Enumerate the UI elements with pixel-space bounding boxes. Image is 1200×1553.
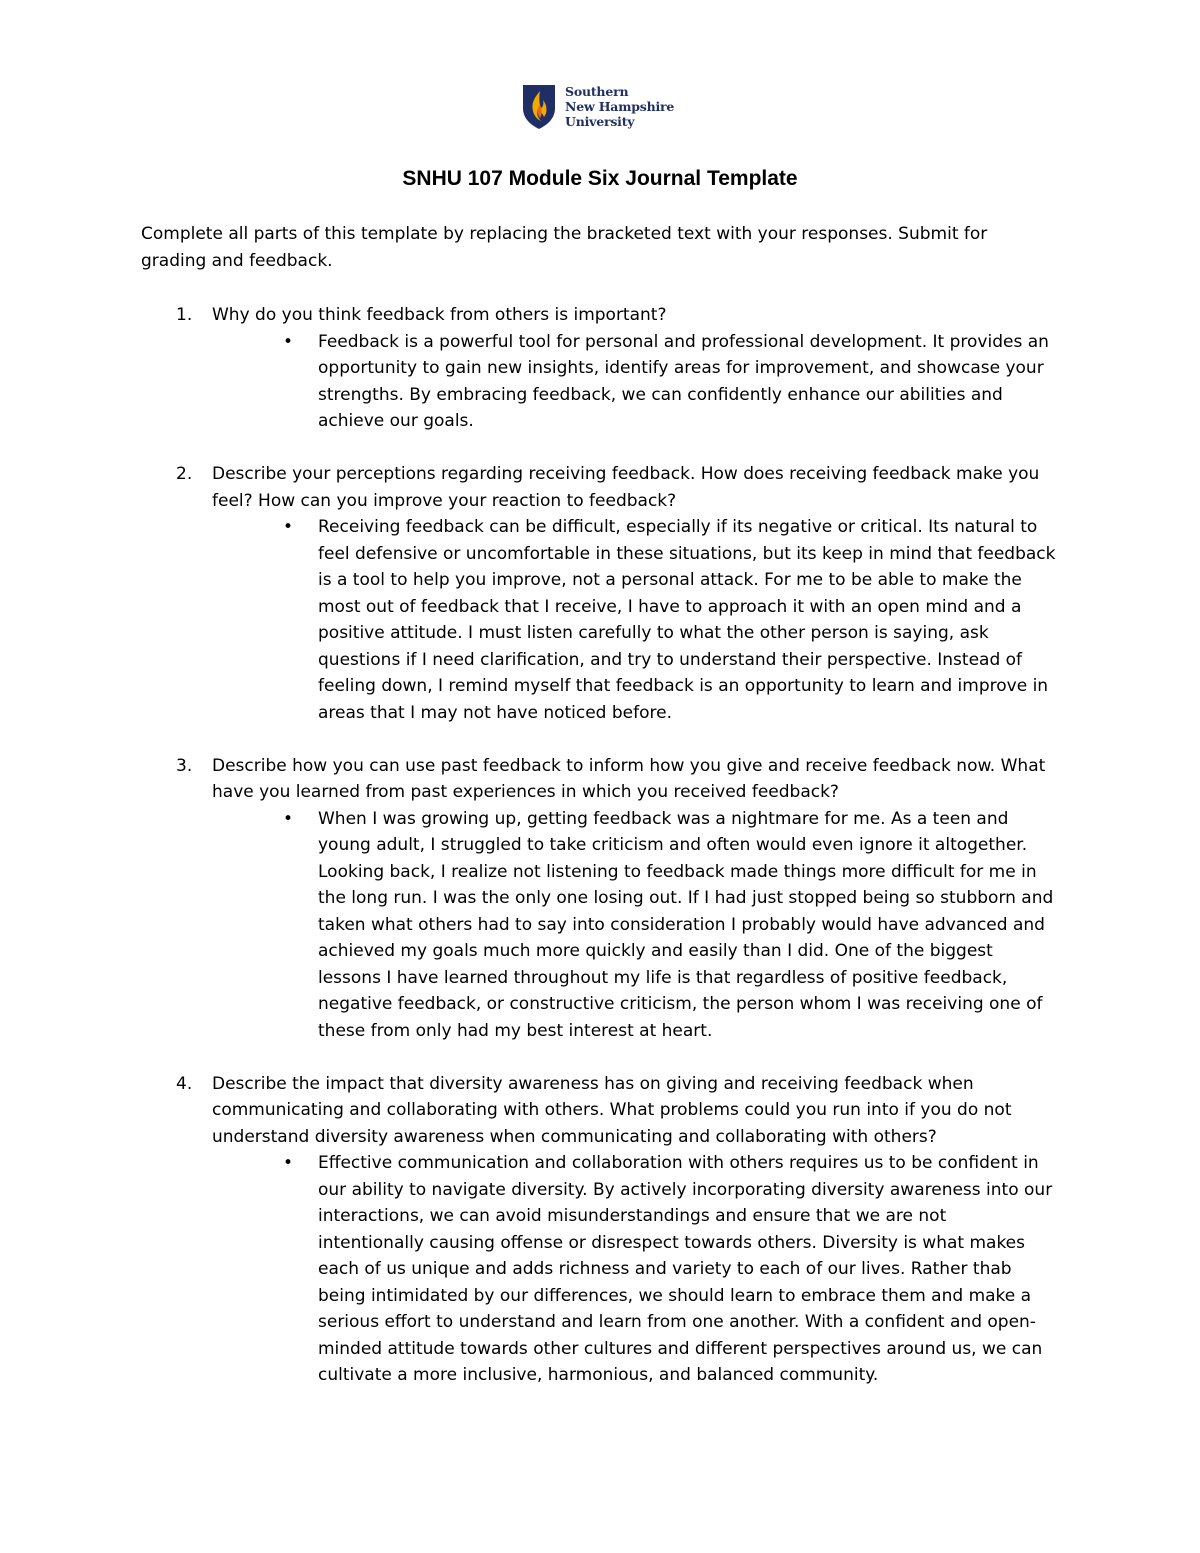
snhu-logo (522, 84, 674, 132)
answer-item (283, 329, 1056, 435)
question-text: Describe how you can use past feedback to inform how you give and receive feedback now. What have you learned from past experiences in which you received feedback? (212, 755, 1046, 802)
answer-list (212, 806, 1061, 1045)
answer-item (283, 514, 1056, 726)
answer-text: Effective communication and collaboration with others requires us to be confident in our ability to navigate diversity. By actively incorporating diversity awareness into our interactions, we can avoid misunderstandings and ensure that we are not intentionally causing offense or disrespect towards others. Diversity is what makes each of us unique and adds richness and variety to each of our lives. Rather thab being intimidated by our differences, we should learn to embrace them and make a serious effort to understand and learn from one another. With a confident and open-minded attitude towards other cultures and different perspectives around us, we can cultivate a more inclusive, harmonious, and balanced community. (318, 1153, 1053, 1385)
answer-list (212, 329, 1061, 435)
university-name (565, 84, 674, 129)
logo-line-2: New Hampshire (565, 99, 675, 114)
bullet-icon: • (283, 1153, 294, 1173)
answer-item (283, 806, 1056, 1045)
bullet-icon: • (283, 331, 294, 352)
question-text: Describe your perceptions regarding receiving feedback. How does receiving feedback make you feel? How can you improve your reaction to feedback? (212, 464, 1040, 511)
question-number: 3. (176, 755, 193, 776)
question-item (141, 753, 1061, 1045)
document-title: SNHU 107 Module Six Journal Template (402, 167, 798, 190)
answer-item (283, 1150, 1056, 1389)
question-item (141, 461, 1061, 726)
question-number: 4. (176, 1073, 193, 1094)
answer-list (212, 514, 1061, 726)
question-list (141, 302, 1061, 1415)
logo-line-1: Southern (565, 84, 629, 99)
question-item (141, 1071, 1061, 1389)
shield-flame-icon (522, 84, 556, 130)
question-number: 1. (176, 305, 193, 325)
answer-list (212, 1150, 1061, 1389)
logo-line-3: University (565, 114, 635, 129)
answer-text: Feedback is a powerful tool for personal and professional development. It provides an opportunity to gain new insights, identify areas for improvement, and showcase your strengths. By embracing feedback, we can confidently enhance our abilities and achieve our goals. (318, 331, 1049, 431)
instructions-paragraph: Complete all parts of this template by replacing the bracketed text with your responses. Submit for grading and feedback. (141, 224, 988, 271)
question-text: Why do you think feedback from others is important? (212, 305, 667, 325)
question-number: 2. (176, 464, 193, 484)
answer-text: When I was growing up, getting feedback was a nightmare for me. As a teen and young adult, I struggled to take criticism and often would even ignore it altogether. Looking back, I realize not listening to feedback made things more difficult for me in the long run. I was the only one losing out. If I had just stopped being so stubborn and taken what others had to say into consideration I probably would have advanced and achieved my goals much more quickly and easily than I did. One of the biggest lessons I have learned throughout my life is that regardless of positive feedback, negative feedback, or constructive criticism, the person whom I was receiving one of these from only had my best interest at heart. (318, 808, 1054, 1041)
question-text: Describe the impact that diversity awareness has on giving and receiving feedback when communicating and collaborating with others. What problems could you run into if you do not understand diversity awareness when communicating and collaborating with others? (212, 1073, 1012, 1147)
question-item (141, 302, 1061, 435)
bullet-icon: • (283, 808, 294, 829)
bullet-icon: • (283, 517, 294, 537)
answer-text: Receiving feedback can be difficult, especially if its negative or critical. Its natural to feel defensive or uncomfortable in these situations, but its keep in mind that feedback is a tool to help you improve, not a personal attack. For me to be able to make the most out of feedback that I receive, I have to approach it with an open mind and a positive attitude. I must listen carefully to what the other person is saying, ask questions if I need clarification, and try to understand their perspective. Instead of feeling down, I remind myself that feedback is an opportunity to learn and improve in areas that I may not have noticed before. (318, 517, 1056, 723)
